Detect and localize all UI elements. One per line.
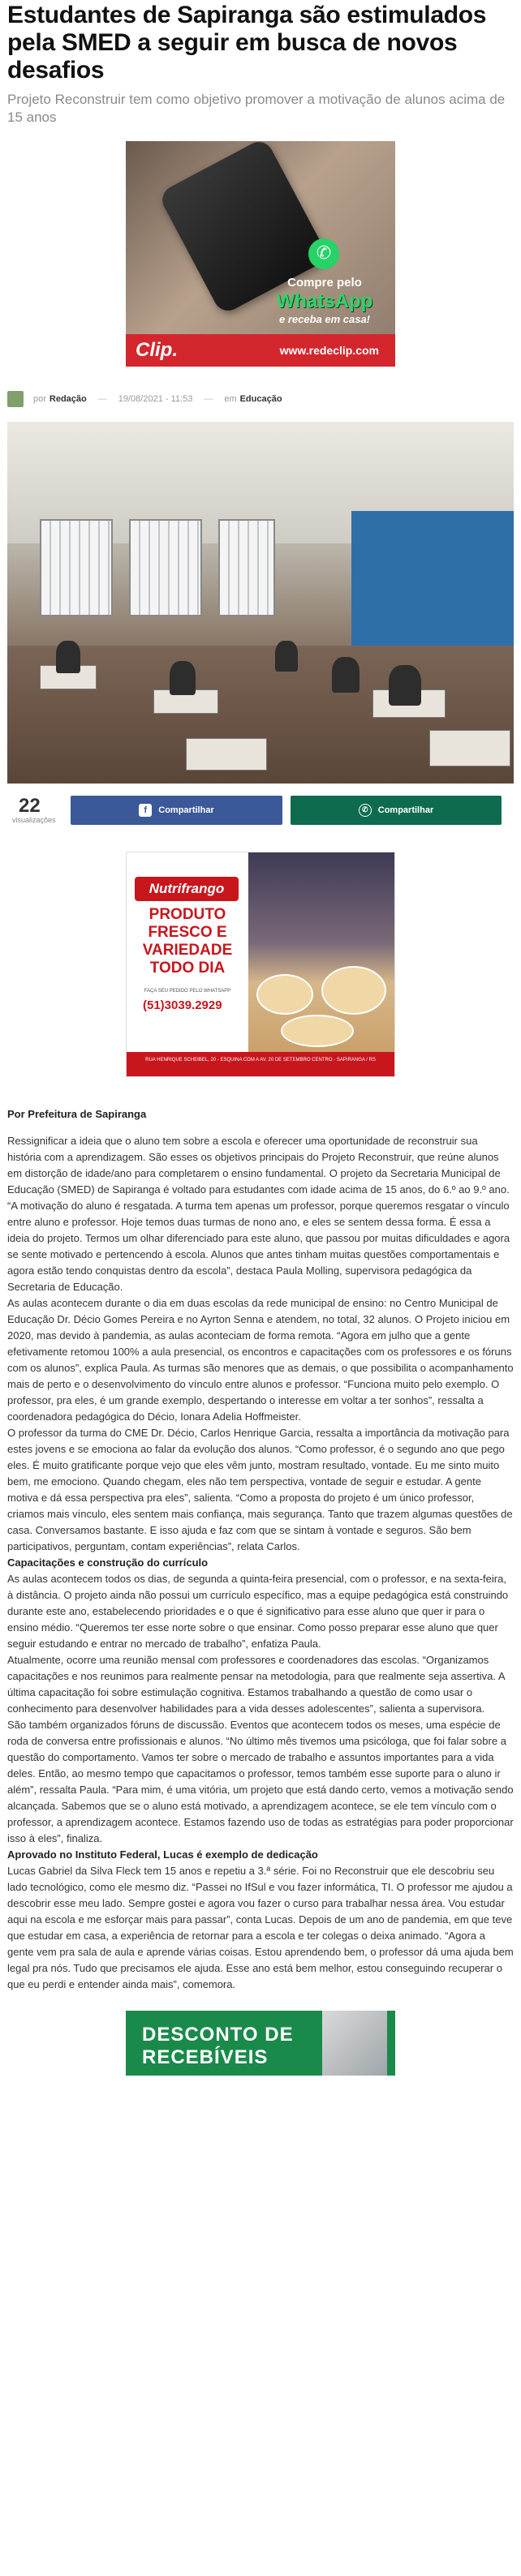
student [275, 641, 298, 672]
share-facebook-button[interactable] [71, 796, 282, 825]
nutrifrango-logo: Nutrifrango [135, 877, 239, 901]
ad-nutrifrango-banner[interactable] [126, 852, 395, 1077]
article-title: Estudantes de Sapiranga são estimulados pela SMED a seguir em busca de novos desafios [7, 2, 487, 84]
ad-photo-panel [248, 852, 394, 1054]
clip-logo: Clip. [136, 339, 178, 361]
paragraph: O professor da turma do CME Dr. Décio, Carlos Henrique Garcia, ressalta a importância da motivação para estes jovens e se emociona ao falar da evolução dos alunos. “Como professor, é o segundo ano que pego eles. É muito gratificante porque vejo que eles vêm junto, mostram resultado, vontade. Eu me sinto muito bem, me emociono. Quando chegam, eles não tem perspectiva, vontade de seguir e estudar. A gente motiva e dá essa perspectiva pra eles”, salienta. “Como a proposta do projeto é um único professor, criamos mais vínculo, eles sentem mais confiança, mais segurança. Tanto que trazem algumas questões de casa. Conversamos bastante. E isso ajuda e faz com que se sintam à vontade e seguros. São bem participativos, perguntam, contam experiências”, relata Carlos. [7, 1427, 513, 1552]
by-label: por [33, 394, 46, 404]
paragraph: Ressignificar a ideia que o aluno tem sobre a escola e oferecer uma oportunidade de reconstruir sua história com a aprendizagem. São esses os objetivos principais do Projeto Reconstruir, que reúne alunos em distorção de idade/ano para completarem o ensino fundamental. O projeto da Secretaria Municipal de Educação (SMED) de Sapiranga é voltado para estudantes com idade acima de 15 anos, do 6.º ao 9.º ano. “A motivação do aluno é resgatada. A turma tem apenas um professor, porque queremos resgatar o vínculo entre aluno e professor. Hoje temos duas turmas de nono ano, e eles se sentem dessa forma. É essa a ideia do projeto. Termos um olhar diferenciado para este aluno, que passou por muitas dificuldades e agora se sente motivado e pertencendo à escola. Alunos que antes tinham muitas questões comportamentais e agora estão tendo conquistas dentro da escola”, destaca Paula Molling, supervisora pedagógica da Secretaria de Educação. [7, 1135, 510, 1293]
food-plate [256, 974, 313, 1015]
student [170, 661, 196, 695]
food-plate [321, 966, 386, 1015]
ad-bottom-line1: DESCONTO DE [142, 2024, 294, 2046]
view-count: 22 [19, 795, 41, 817]
article-subtitle: Projeto Reconstruir tem como objetivo promover a motivação de alunos acima de 15 anos [7, 92, 506, 125]
ad-desconto-banner[interactable] [126, 2011, 395, 2076]
ad-call: FAÇA SEU PEDIDO PELO WHATSAPP [144, 989, 231, 994]
paragraph: As aulas acontecem todos os dias, de segunda a quinta-feira presencial, com o professor, e na sexta-feira, à distância. O projeto ainda não possui um currículo específico, mas a equipe pedagógica está construindo durante este ano, estabelecendo prioridades e o que é significativo para esse aluno que quer ir para o ensino médio. “Queremos ter esse norte sobre o que ensinar. Como posso preparar esse aluno que quer seguir estudando e entrar no mercado de trabalho”, enfatiza Paula. [7, 1573, 509, 1650]
ad-clip-banner[interactable] [126, 141, 395, 367]
paragraph: Lucas Gabriel da Silva Fleck tem 15 anos e repetiu a 3.ª série. Foi no Reconstruir que ele descobriu seu lado tecnológico, como ele mesmo diz. “Passei no IfSul e vou fazer informática, TI. O professor me ajudou a descobrir esse meu lado. Sempre gostei e agora vou fazer o curso para trabalhar nessa área. Vou estudar aqui na escola e me esforçar mais para passar”, conta Lucas. Depois de um ano de pandemia, em que teve que estudar em casa, a experiência de retornar para a escola e ter colegas o deixa animado. “Agora a gente vem pra sala de aula e aprende várias coisas. Estou aprendendo bem, o professor dá uma ajuda bem legal pra nós. Tudo que precisamos ele ajuda. Esse ano está bem melhor, estou conseguindo recuperar o que eu perdi e entender ainda mais”, comemora. [7, 1865, 514, 1990]
article-meta [7, 391, 514, 407]
ad-line1: Compre pelo [287, 276, 362, 290]
separator: — [97, 394, 107, 404]
student [389, 665, 421, 706]
separator: — [204, 394, 213, 404]
desk [429, 730, 510, 766]
paragraph: Atualmente, ocorre uma reunião mensal com professores e coordenadores das escolas. “Organizamos capacitações e nos reunimos para realmente pensar na metodologia, para que realmente seja assertiva. A última capacitação foi sobre estimulação cognitiva. Estamos trabalhando a questão de como usar o conhecimento para desenvolver habilidades para a vida desses adolescentes”, salienta a supervisora. [7, 1654, 505, 1715]
share-whatsapp-label: Compartilhar [377, 805, 434, 815]
student [332, 657, 360, 693]
publish-date: 19/08/2021 - 11:53 [118, 394, 193, 404]
ad-line3: e receba em casa! [278, 313, 371, 325]
student [56, 641, 80, 673]
food-plate [281, 1015, 354, 1047]
ad-phone: (51)3039.2929 [143, 998, 222, 1012]
share-whatsapp-button[interactable] [291, 796, 502, 825]
facebook-icon: f [139, 804, 152, 817]
ad-line2: WhatsApp [276, 290, 373, 312]
whatsapp-icon: ✆ [308, 238, 339, 269]
classroom-photo [7, 422, 514, 784]
ad-headline: PRODUTO FRESCO E VARIEDADE TODO DIA [142, 906, 233, 977]
share-bar [7, 795, 514, 826]
ad-address: RUA HENRIQUE SCHEIBEL, 20 - ESQUINA COM A AV. 20 DE SETEMBRO CENTRO - SAPIRANGA / RS [127, 1052, 394, 1076]
ad-bottom-image [322, 2011, 387, 2076]
article-body [7, 1133, 514, 1993]
author-link[interactable]: Redação [49, 394, 87, 404]
share-facebook-label: Compartilhar [158, 805, 214, 815]
window [129, 519, 202, 616]
paragraph: São também organizados fóruns de discussão. Eventos que acontecem todos os meses, uma espécie de roda de conversa entre profissionais e alunos. “No último mês tivemos uma psicóloga, que foi falar sobre a questão do comportamento. Vamos ter sobre o mercado de trabalho e assuntos importantes para a vida deles. Então, ao mesmo tempo que capacitamos o professor, temos também esse suporte para o aluno ir além”, ressalta Paula. “Para mim, é uma vitória, um projeto que está dando certo, vemos a motivação sendo alcançada. Sabemos que se o aluno está motivado, a aprendizagem acontece, se ele tem vínculo com o professor, a aprendizagem acontece. Estamos fazendo uso de todas as estratégias para poder proporcionar isso à eles”, finaliza. [7, 1719, 514, 1844]
window [218, 519, 275, 616]
category-link[interactable]: Educação [239, 394, 282, 404]
whatsapp-icon: ✆ [359, 804, 372, 817]
in-label: em [224, 394, 237, 404]
ad-url: www.redeclip.com [279, 344, 379, 357]
desk [186, 738, 267, 771]
author-avatar [7, 391, 24, 407]
ad-bottom-line2: RECEBÍVEIS [142, 2046, 269, 2068]
section-heading: Capacitações e construção do currículo [7, 1556, 209, 1569]
paragraph: As aulas acontecem durante o dia em duas escolas da rede municipal de ensino: no Centro Municipal de Educação Dr. Décio Gomes Pereira e no Ayrton Senna e atendem, no total, 32 alunos. O Projeto iniciou em 2020, mas devido à pandemia, as aulas aconteciam de forma remota. “Agora em julho que a gente efetivamente retomou 100% a aula presencial, os encontros e capacitações com os professores e os fóruns com os alunos”, explica Paula. As turmas são menores que as demais, o que possibilita o acompanhamento mais de perto e o desenvolvimento do vínculo entre alunos e professor. “Funciona muito pelo exemplo. O professor, pra eles, é um grande exemplo, despertando o interesse em voltar a ter sonhos”, ressalta a coordenadora pedagógica do Décio, Ionara Adelia Hoffmeister. [7, 1297, 514, 1423]
view-label: visualizações [12, 816, 56, 824]
ad-left-panel [127, 852, 248, 1054]
section-heading: Aprovado no Instituto Federal, Lucas é exemplo de dedicação [7, 1848, 318, 1861]
view-counter [7, 796, 69, 824]
article-byline: Por Prefeitura de Sapiranga [7, 1108, 147, 1120]
window [40, 519, 113, 616]
